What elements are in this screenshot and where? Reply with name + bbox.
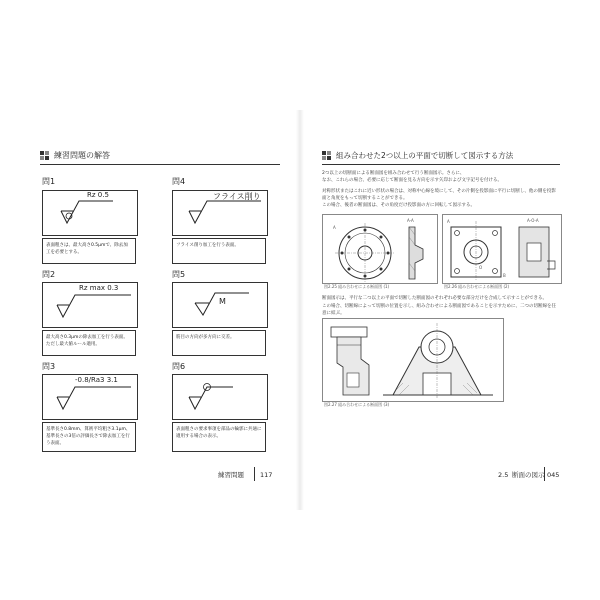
flange-drawing [323, 215, 437, 283]
question-symbol-box [172, 282, 268, 328]
answer-box: 最大高さ0.3μmの除去加工を行う表面。ただし最大値ルール適用。 [42, 330, 136, 356]
view-label: A-A [407, 218, 414, 223]
right-page-number: 045 [547, 471, 560, 479]
symbol-text: -0.8/Ra3 3.1 [75, 376, 118, 384]
question-label: 問3 [42, 362, 56, 371]
question-label: 問6 [172, 362, 186, 371]
question-label: 問1 [42, 177, 56, 186]
left-page-number: 117 [260, 471, 273, 479]
question-symbol-box [42, 282, 138, 328]
page-gutter [296, 110, 304, 510]
view-label: O [479, 265, 483, 270]
right-page [322, 120, 560, 500]
question-label: 問2 [42, 270, 56, 279]
symbol-text: Rz max 0.3 [79, 284, 119, 292]
figure-caption: 図2.25 組み合わせによる断面図 (1) [324, 284, 390, 289]
left-footer-title: 練習問題 [218, 471, 244, 479]
question-label: 問4 [172, 177, 186, 186]
surface-texture-symbol [173, 375, 267, 419]
view-label: B [503, 273, 506, 278]
question-symbol-box [42, 190, 138, 236]
question-symbol-box [172, 374, 268, 420]
answer-box: 基準長さ0.8mm、算術平均粗さ3.1μm、基準長さの3倍の評価長さで除去加工を行う表面。 [42, 422, 136, 452]
view-label: A-O-A [527, 218, 539, 223]
answer-box: 表面粗さの要求事項を部品の輪郭に共通に適用する場合の表示。 [172, 422, 266, 452]
figure-caption: 図2.26 組み合わせによる断面図 (2) [444, 284, 510, 289]
answer-box: 表面粗さは、最大高さ0.5μmで、除去加工を必要とする。 [42, 238, 136, 264]
question-symbol-box [42, 374, 138, 420]
footer-divider [544, 467, 545, 481]
section-square-icon [40, 151, 50, 161]
left-page [40, 120, 280, 500]
answer-box: 筋目の方向が多方向に交差。 [172, 330, 266, 356]
section-square-icon [322, 151, 332, 161]
question-symbol-box [172, 190, 268, 236]
symbol-text: フライス削り [213, 192, 261, 201]
right-section-header [322, 150, 560, 165]
paragraph: なお、これらの場合、必要に応じて断面を見る方向を示す矢印および文字記号を付ける。 [322, 178, 502, 183]
right-section-title: 組み合わせた2つ以上の平面で切断して図示する方法 [336, 151, 514, 160]
view-label: A [447, 219, 450, 224]
symbol-text: Rz 0.5 [87, 191, 109, 199]
answer-box: フライス削り加工を行う表面。 [172, 238, 266, 264]
figure-caption: 図2.27 組み合わせによる断面図 (3) [324, 402, 390, 407]
footer-divider [254, 467, 255, 481]
paragraph: 2つ以上の切断面による断面図を組み合わせて行う断面図示。さらに、 [322, 171, 465, 176]
block-drawing [443, 215, 561, 283]
paragraph: この場合、切断線によって切断の位置を示し、組み合わせによる断面図であることを示すために、二つの切断線を任意に結ぶ。 [322, 304, 556, 316]
symbol-text: M [219, 297, 226, 306]
figure-bracket-section [322, 318, 504, 402]
question-label: 問5 [172, 270, 186, 279]
right-footer-section: 2.5 [498, 471, 509, 479]
left-section-title: 練習問題の解答 [54, 151, 110, 160]
figure-flange-section [322, 214, 438, 284]
right-footer-title: 断面の図示 [512, 471, 545, 479]
bracket-drawing [323, 319, 503, 401]
view-label: A [333, 225, 336, 230]
paragraph: この場合、後者の断面図は、その角度だけ投影面の方に回転して図示する。 [322, 203, 475, 208]
paragraph: 対称形状またはこれに近い形状の場合は、対称中心線を境にして、その片側を投影面に平行に切断し、他の側を投影面と角度をもって切断することができる。 [322, 189, 556, 201]
paragraph: 断面図示は、平行な二つ以上の平面で切断した断面図のそれぞれ必要な部分だけを合成して示すことができる。 [322, 296, 547, 301]
left-section-header [40, 150, 280, 165]
figure-block-section [442, 214, 562, 284]
